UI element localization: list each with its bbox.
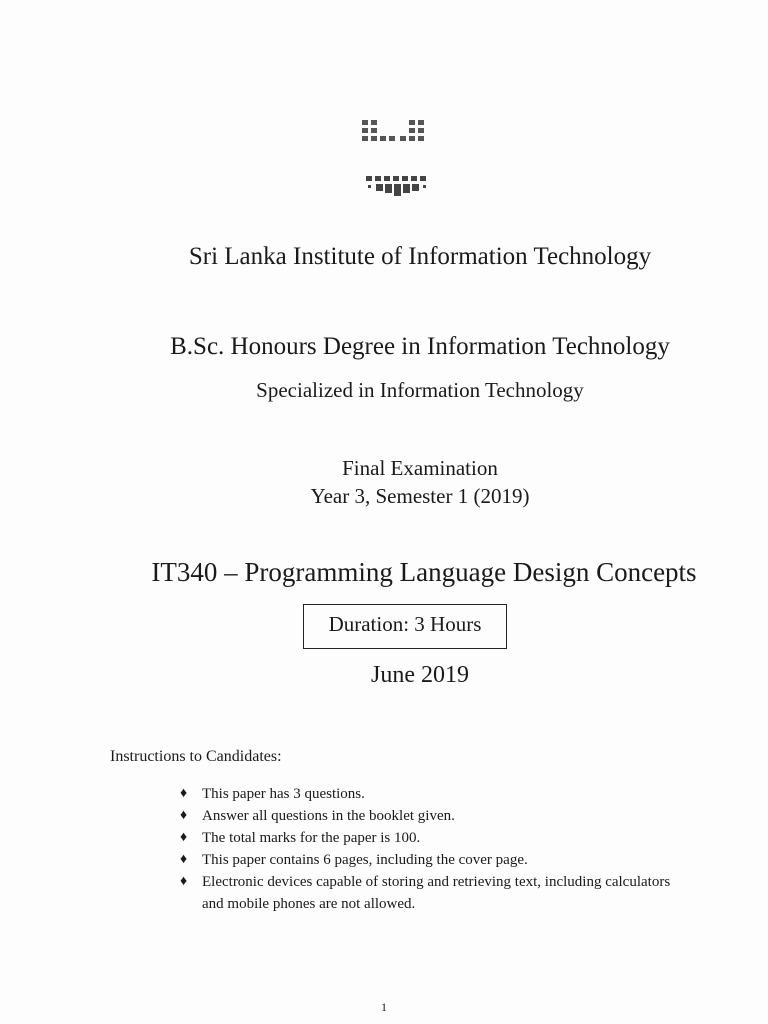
instructions-heading: Instructions to Candidates:	[110, 748, 282, 765]
specialization-title: Specialized in Information Technology	[256, 378, 584, 402]
instruction-text: Electronic devices capable of storing and retrieving text, including calculators and mobile phones are not allowed.	[202, 874, 671, 912]
exam-date: June 2019	[371, 662, 469, 688]
diamond-bullet-icon: ♦	[180, 874, 188, 889]
exam-period: Year 3, Semester 1 (2019)	[310, 484, 530, 508]
instruction-item	[180, 827, 680, 849]
instruction-text: The total marks for the paper is 100.	[202, 830, 421, 846]
diamond-bullet-icon: ♦	[180, 786, 188, 801]
diamond-bullet-icon: ♦	[180, 852, 188, 867]
instructions-list	[180, 783, 680, 915]
exam-title: Final Examination	[342, 456, 498, 480]
institution-name: Sri Lanka Institute of Information Technology	[188, 243, 652, 270]
institute-logo-icon	[356, 112, 436, 208]
instruction-item	[180, 783, 680, 805]
instruction-text: Answer all questions in the booklet given.	[202, 808, 455, 824]
course-title: IT340 – Programming Language Design Concepts	[151, 557, 697, 587]
diamond-bullet-icon: ♦	[180, 830, 188, 845]
page-number: 1	[381, 1000, 387, 1014]
instruction-item	[180, 849, 680, 871]
duration-box: Duration: 3 Hours	[303, 604, 507, 649]
instruction-item	[180, 871, 680, 915]
instruction-text: This paper contains 6 pages, including the cover page.	[202, 852, 528, 868]
instruction-item	[180, 805, 680, 827]
degree-title: B.Sc. Honours Degree in Information Technology	[170, 333, 670, 360]
instruction-text: This paper has 3 questions.	[202, 786, 365, 802]
diamond-bullet-icon: ♦	[180, 808, 188, 823]
